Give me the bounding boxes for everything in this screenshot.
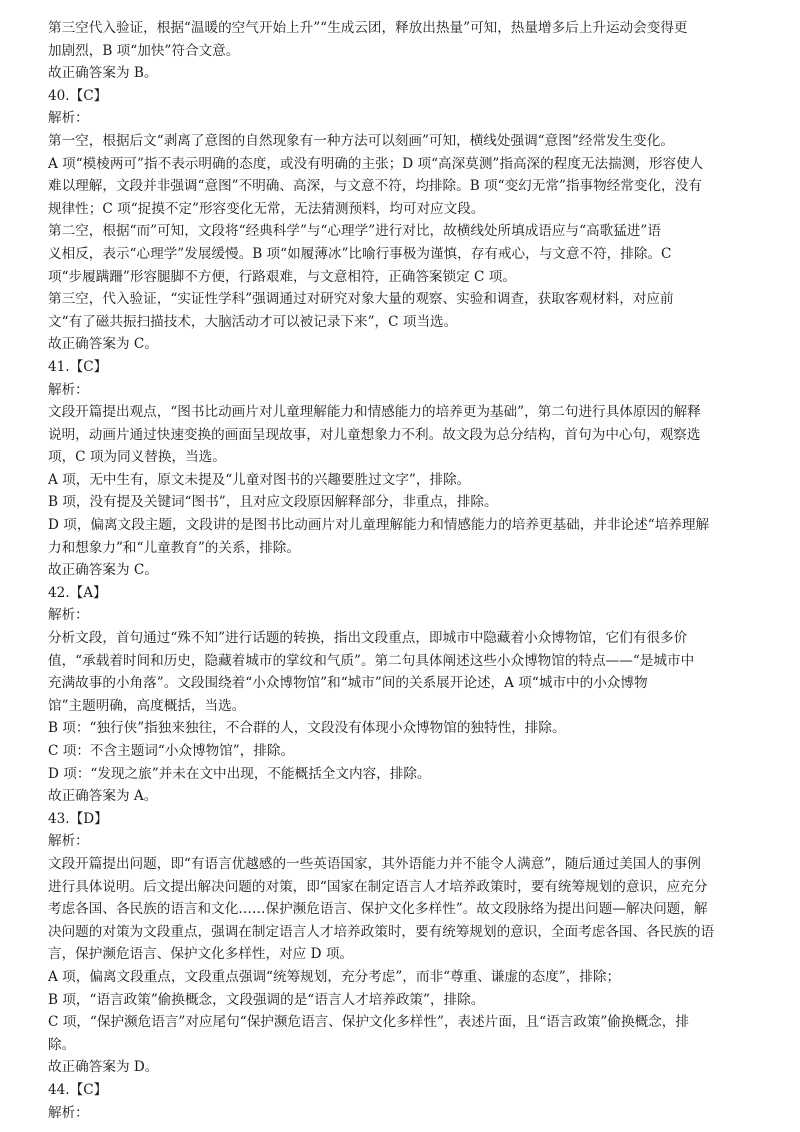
- text-line: 第三空，代入验证，“实证性学科”强调通过对研究对象大量的观察、实验和调查，获取客观材料，对应前: [48, 291, 674, 308]
- text-line: A 项，无中生有，原文未提及“儿童对图书的兴趣要胜过文字”，排除。: [48, 471, 471, 488]
- text-line: 第二空，根据“而”可知，文段将“经典科学”与“心理学”进行对比，故横线处所填成语应与“高歌猛进”语: [48, 223, 661, 240]
- text-line: 故正确答案为 A。: [48, 788, 158, 805]
- text-line: 充满故事的小角落”。文段围绕着“小众博物馆”和“城市”间的关系展开论述，A 项“城市中的小众博物: [48, 675, 648, 692]
- text-line: B 项：“独行侠”指独来独往，不合群的人，文段没有体现小众博物馆的独特性，排除。: [48, 720, 566, 737]
- text-line: D 项：“发现之旅”并未在文中出现，不能概括全文内容，排除。: [48, 765, 431, 782]
- text-line: 考虑各国、各民族的语言和文化……保护濒危语言、保护文化多样性”。故文段脉络为提出问题—解决问题，解: [48, 901, 708, 918]
- text-line: 43.【D】: [48, 810, 108, 827]
- text-line: 41.【C】: [48, 358, 108, 375]
- text-line: 第一空，根据后文“剥离了意图的自然现象有一种方法可以刻画”可知，横线处强调“意图”经常发生变化。: [48, 132, 674, 149]
- text-line: C 项：不含主题词“小众博物馆”，排除。: [48, 743, 295, 759]
- text-line: 项，C 项为同义替换，当选。: [48, 449, 226, 466]
- text-line: 解析：: [48, 381, 89, 398]
- text-line: 42.【A】: [48, 584, 107, 601]
- text-line: 义相反，表示“心理学”发展缓慢。B 项“如履薄冰”比喻行事极为谨慎，存有戒心，与文意不符，排除。C: [48, 245, 672, 262]
- document-page: [48, 17, 760, 1124]
- text-line: A 项“模棱两可”指不表示明确的态度，或没有明确的主张；D 项“高深莫测”指高深的程度无法揣测，形容使人: [48, 155, 704, 172]
- text-line: 解析：: [48, 607, 89, 624]
- text-line: 故正确答案为 B。: [48, 65, 158, 82]
- text-line: 解析：: [48, 110, 89, 127]
- text-line: 规律性；C 项“捉摸不定”形容变化无常，无法猜测预料，均可对应文段。: [48, 200, 485, 217]
- text-line: 解析：: [48, 833, 89, 850]
- text-line: 分析文段，首句通过“殊不知”进行话题的转换，指出文段重点，即城市中隐藏着小众博物馆，它们有很多价: [48, 630, 688, 647]
- text-line: 故正确答案为 C。: [48, 336, 158, 353]
- text-line: 馆”主题明确，高度概括，当选。: [48, 697, 246, 714]
- text-line: 40.【C】: [48, 87, 108, 104]
- text-line: 力和想象力”和“儿童教育”的关系，排除。: [48, 539, 300, 556]
- text-line: 第三空代入验证，根据“温暖的空气开始上升”“生成云团，释放出热量”可知，热量增多后上升运动会变得更: [48, 20, 688, 36]
- text-line: 说明，动画片通过快速变换的画面呈现故事，对儿童想象力不利。故文段为总分结构，首句为中心句，观察选: [48, 426, 701, 443]
- text-line: A 项，偏离文段重点，文段重点强调“统筹规划，充分考虑”，而非“尊重、谦虚的态度”，排除；: [48, 968, 621, 985]
- text-line: C 项，“保护濒危语言”对应尾句“保护濒危语言、保护文化多样性”，表述片面，且“语言政策”偷换概念，排: [48, 1014, 689, 1031]
- text-line: B 项，没有提及关键词“图书”，且对应文段原因解释部分，非重点，排除。: [48, 494, 498, 511]
- text-line: 言，保护濒危语言、保护文化多样性，对应 D 项。: [48, 946, 354, 963]
- text-line: 决问题的对策为文段重点，强调在制定语言人才培养政策时，要有统筹规划的意识，全面考虑各国、各民族的语: [48, 923, 715, 940]
- text-line: 加剧烈，B 项“加快”符合文意。: [48, 42, 240, 59]
- text-line: D 项，偏离文段主题，文段讲的是图书比动画片对儿童理解能力和情感能力的培养更基础，并非论述“培养理解: [48, 517, 710, 534]
- text-line: 进行具体说明。后文提出解决问题的对策，即“国家在制定语言人才培养政策时，要有统筹规划的意识，应充分: [48, 878, 708, 895]
- text-line: B 项，“语言政策”偷换概念，文段强调的是“语言人才培养政策”，排除。: [48, 991, 485, 1008]
- text-line: 44.【C】: [48, 1081, 108, 1098]
- text-line: 值，“承载着时间和历史，隐藏着城市的掌纹和气质”。第二句具体阐述这些小众博物馆的特点——“是城市中: [48, 652, 695, 669]
- text-line: 除。: [48, 1036, 76, 1053]
- text-line: 故正确答案为 D。: [48, 1059, 159, 1076]
- text-line: 难以理解，文段并非强调“意图”不明确、高深，与文意不符，均排除。B 项“变幻无常”指事物经常变化，没有: [48, 178, 702, 195]
- text-line: 文段开篇提出观点，“图书比动画片对儿童理解能力和情感能力的培养更为基础”，第二句进行具体原因的解释: [48, 404, 701, 421]
- text-line: 文段开篇提出问题，即“有语言优越感的一些英语国家，其外语能力并不能令人满意”，随后通过美国人的事例: [48, 855, 701, 872]
- text-line: 故正确答案为 C。: [48, 562, 158, 579]
- text-line: 解析：: [48, 1104, 89, 1121]
- text-line: 项“步履蹒跚”形容腿脚不方便，行路艰难，与文意相符，正确答案锁定 C 项。: [48, 268, 516, 285]
- text-line: 文“有了磁共振扫描技术，大脑活动才可以被记录下来”，C 项当选。: [48, 313, 458, 330]
